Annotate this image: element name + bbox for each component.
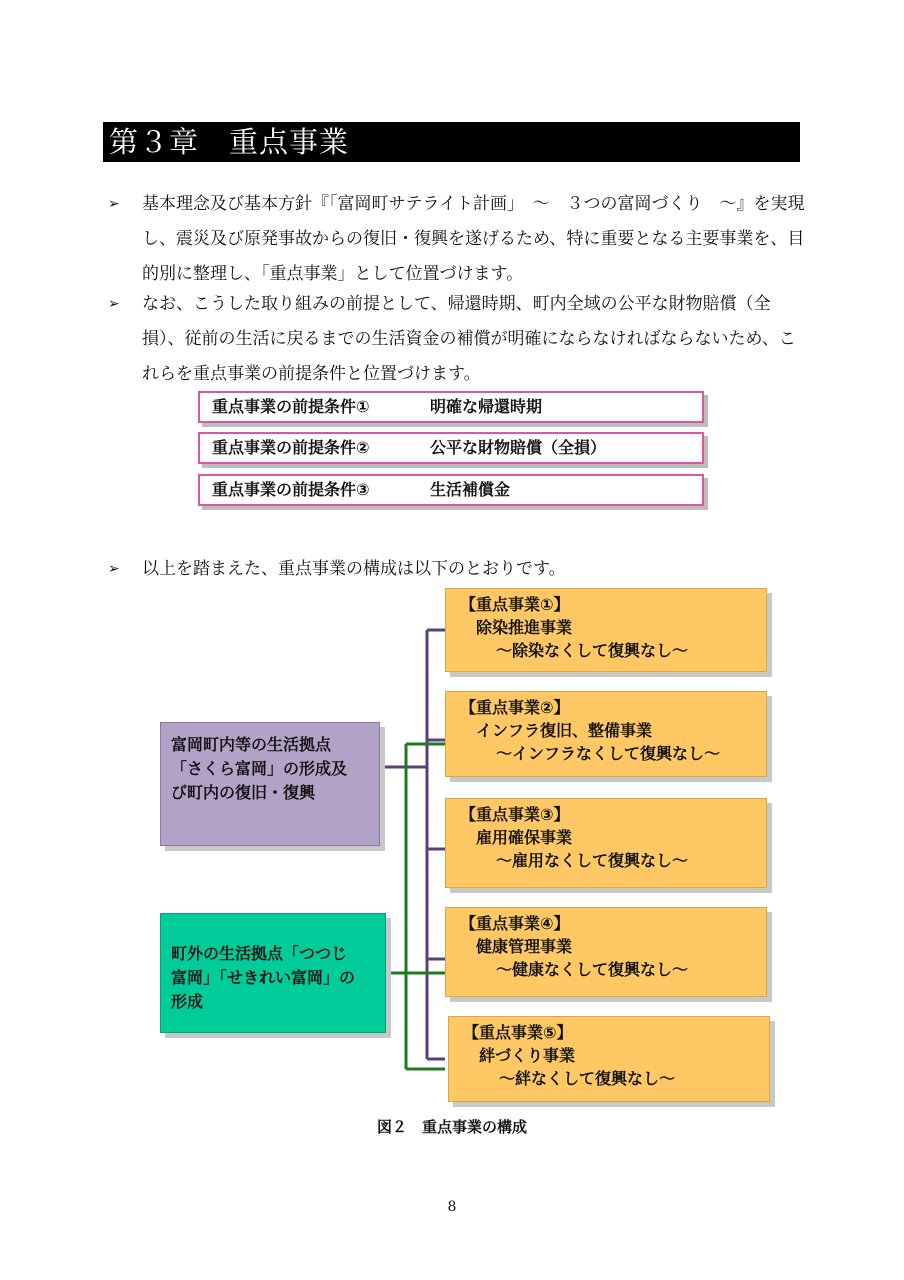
paragraph-text: 以上を踏まえた、重点事業の構成は以下のとおりです。 [142, 559, 566, 579]
bullet-icon: ➢ [108, 296, 120, 312]
project-box-3 [445, 798, 767, 888]
page-number: 8 [447, 1199, 457, 1215]
figure-caption [0, 1116, 904, 1137]
project-slogan: ～絆なくして復興なし～ [499, 1069, 676, 1088]
project-heading: 【重点事業④】 [460, 914, 570, 933]
purple-connector [380, 630, 445, 1059]
figure-caption-text: 図２ 重点事業の構成 [376, 1118, 527, 1136]
out-town-base-box [160, 913, 386, 1033]
precondition-label: 重点事業の前提条件① [212, 397, 370, 416]
project-slogan: ～インフラなくして復興なし～ [496, 744, 721, 763]
project-slogan: ～雇用なくして復興なし～ [496, 851, 689, 870]
green-connector [386, 744, 445, 1069]
precondition-label: 重点事業の前提条件② [212, 438, 370, 457]
in-town-base-box [160, 722, 380, 846]
project-box-5 [448, 1016, 770, 1102]
project-slogan: ～健康なくして復興なし～ [496, 960, 689, 979]
project-box-2 [445, 691, 767, 777]
paragraph-text: なお、こうした取り組みの前提として、帰還時期、町内全域の公平な財物賠償（全損）、従前の生活に戻るまでの生活資金の補償が明確にならなければならないため、これらを重点事業の前提条件と位置づけます。 [142, 294, 796, 384]
out-town-line-2: 富岡」「せきれい富岡」の [171, 968, 356, 987]
precondition-label: 重点事業の前提条件③ [212, 480, 370, 499]
bullet-icon: ➢ [108, 561, 120, 577]
project-name: 雇用確保事業 [476, 828, 573, 847]
out-town-line-3: 形成 [171, 992, 204, 1011]
project-slogan: ～除染なくして復興なし～ [496, 641, 689, 660]
project-name: インフラ復旧、整備事業 [476, 721, 653, 740]
project-box-4 [445, 907, 767, 997]
in-town-line-2: 「さくら富岡」の形成及 [171, 759, 348, 778]
in-town-line-1: 富岡町内等の生活拠点 [171, 735, 332, 754]
precondition-value: 生活補償金 [430, 480, 511, 499]
project-name: 絆づくり事業 [479, 1046, 576, 1065]
precondition-value: 明確な帰還時期 [430, 397, 543, 416]
chapter-title: 第３章 重点事業 [103, 122, 800, 162]
project-box-1 [445, 588, 767, 672]
project-name: 除染推進事業 [476, 618, 573, 637]
project-heading: 【重点事業⑤】 [463, 1023, 573, 1042]
project-heading: 【重点事業①】 [460, 595, 570, 614]
project-heading: 【重点事業③】 [460, 805, 570, 824]
in-town-line-3: び町内の復旧・復興 [171, 783, 316, 802]
precondition-value: 公平な財物賠償（全損） [430, 438, 607, 457]
project-name: 健康管理事業 [476, 937, 573, 956]
bullet-icon: ➢ [108, 196, 120, 212]
paragraph-text: 基本理念及び基本方針『「富岡町サテライト計画」 ～ ３つの富岡づくり ～』を実現し、震災及び原発事故からの復旧・復興を遂げるため、特に重要となる主要事業を、目的別に整理し、「重点事業」として位置づけます。 [142, 194, 805, 284]
out-town-line-1: 町外の生活拠点「つつじ [171, 944, 348, 963]
project-heading: 【重点事業②】 [460, 698, 570, 717]
